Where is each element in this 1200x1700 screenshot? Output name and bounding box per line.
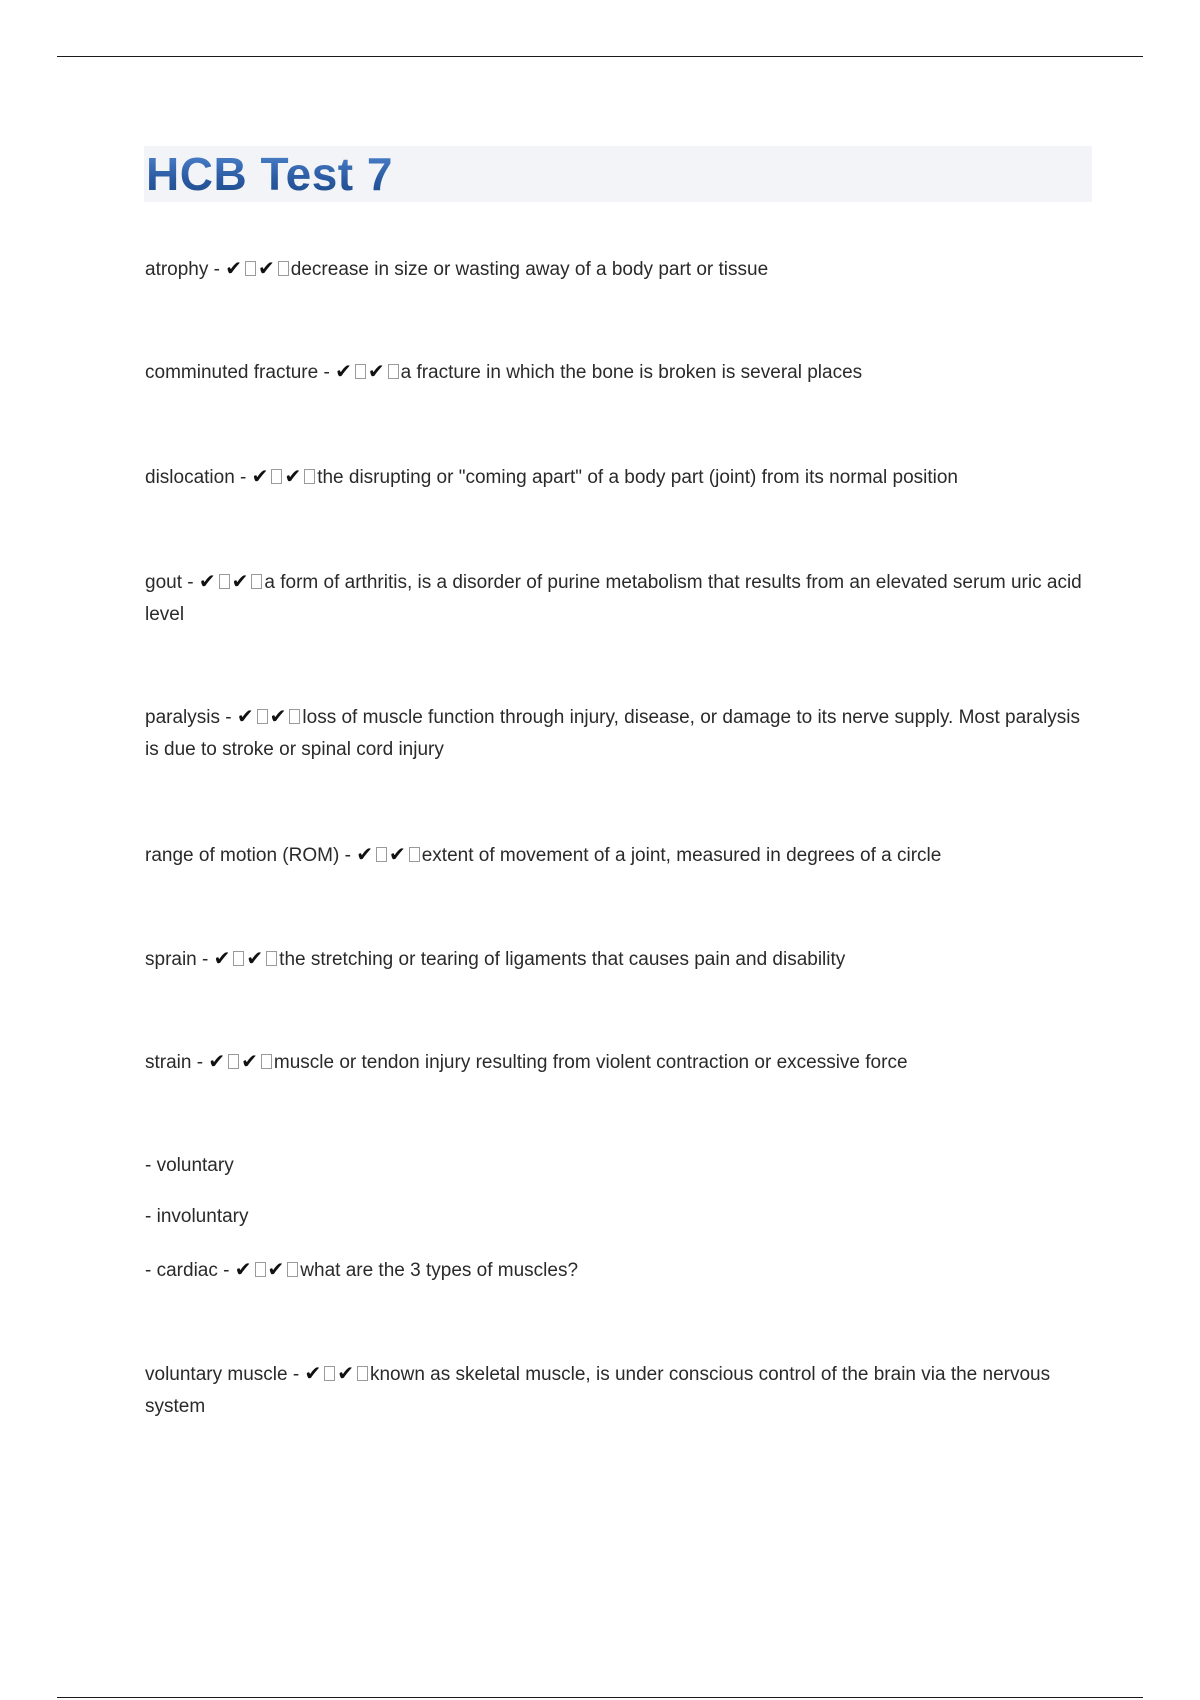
check-marks-icon: ✔ ✔ [199,571,265,593]
entry-term: sprain [145,949,197,970]
check-marks-icon: ✔ ✔ [356,844,422,866]
flashcard-entry: paralysis - ✔ ✔ loss of muscle function through injury, disease, or damage to its nerve supply. Most paralysis is due to stroke or spinal cord injury [145,704,1081,760]
entry-definition: a form of arthritis, is a disorder of purine metabolism that results from an elevated serum uric acid level [145,572,1082,625]
flashcard-entry: gout - ✔ ✔ a form of arthritis, is a disorder of purine metabolism that results from an elevated serum uric acid level [145,569,1082,625]
page-title: HCB Test 7 [146,148,393,200]
muscle-list-item: - involuntary [145,1206,249,1227]
bottom-rule [57,1697,1143,1698]
check-marks-icon: ✔ ✔ [304,1363,370,1385]
entry-definition: a fracture in which the bone is broken is several places [400,362,863,383]
entry-definition: the disrupting or "coming apart" of a body part (joint) from its normal position [317,467,958,488]
entry-term: gout [145,572,182,593]
flashcard-entry: sprain - ✔ ✔ the stretching or tearing of ligaments that causes pain and disability [145,946,846,970]
entry-definition: loss of muscle function through injury, disease, or damage to its nerve supply. Most paralysis is due to stroke or spinal cord injury [145,707,1081,760]
entry-definition: muscle or tendon injury resulting from violent contraction or excessive force [273,1052,908,1073]
flashcard-entry: atrophy - ✔ ✔ decrease in size or wasting away of a body part or tissue [145,256,769,280]
entry-definition: extent of movement of a joint, measured in degrees of a circle [421,845,942,866]
flashcard-entry: strain - ✔ ✔ muscle or tendon injury resulting from violent contraction or excessive force [145,1049,908,1073]
top-rule [57,56,1143,57]
flashcard-entry: voluntary muscle - ✔ ✔ known as skeletal muscle, is under conscious control of the brain via the nervous system [145,1361,1051,1417]
entry-term: - cardiac [145,1260,218,1281]
check-marks-icon: ✔ ✔ [252,466,318,488]
check-marks-icon: ✔ ✔ [225,258,291,280]
check-marks-icon: ✔ ✔ [208,1051,274,1073]
entry-term: dislocation [145,467,235,488]
check-marks-icon: ✔ ✔ [214,948,280,970]
flashcard-entry: dislocation - ✔ ✔ the disrupting or "coming apart" of a body part (joint) from its normal position [145,464,958,488]
entry-definition: the stretching or tearing of ligaments that causes pain and disability [279,949,846,970]
entry-term: paralysis [145,707,220,728]
flashcard-entry: comminuted fracture - ✔ ✔ a fracture in which the bone is broken is several places [145,359,863,383]
check-marks-icon: ✔ ✔ [237,706,303,728]
entry-definition: what are the 3 types of muscles? [300,1260,579,1281]
check-marks-icon: ✔ ✔ [235,1259,301,1281]
check-marks-icon: ✔ ✔ [335,361,401,383]
entry-term: comminuted fracture [145,362,319,383]
title-band [144,146,1092,202]
entry-term: voluntary muscle [145,1364,288,1385]
entry-definition: known as skeletal muscle, is under conscious control of the brain via the nervous system [145,1364,1051,1417]
muscle-list-item: - cardiac - ✔ ✔ what are the 3 types of muscles? [145,1257,579,1281]
entry-term: atrophy [145,259,209,280]
muscle-list-item: - voluntary [145,1155,234,1176]
entry-definition: decrease in size or wasting away of a body part or tissue [290,259,769,280]
entry-term: range of motion (ROM) [145,845,340,866]
entry-term: strain [145,1052,192,1073]
flashcard-entry: range of motion (ROM) - ✔ ✔ extent of movement of a joint, measured in degrees of a circle [145,842,942,866]
